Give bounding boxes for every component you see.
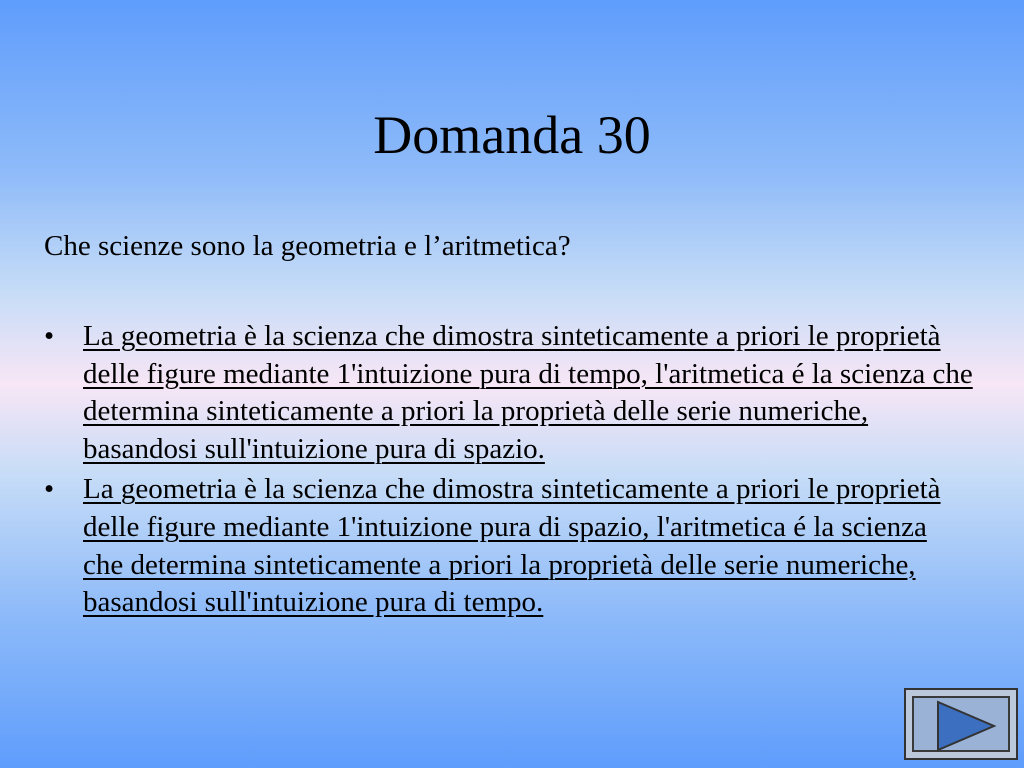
question-text: Che scienze sono la geometria e l’aritmetica? xyxy=(44,230,571,262)
answer-link-2[interactable]: La geometria è la scienza che dimostra sinteticamente a priori le proprietà delle figure mediante 1'intuizione pura di spazio, l'aritmetica é la scienza che determina sinteticamente a priori la proprietà delle serie numeriche, basandosi sull'intuizione pura di tempo. xyxy=(83,473,941,619)
slide-title: Domanda 30 xyxy=(373,105,651,165)
next-slide-button[interactable] xyxy=(904,688,1018,760)
answer-list xyxy=(44,318,974,625)
play-right-icon xyxy=(906,690,1020,762)
answer-link-1[interactable]: La geometria è la scienza che dimostra sinteticamente a priori le proprietà delle figure mediante 1'intuizione pura di tempo, l'aritmetica é la scienza che determina sinteticamente a priori la proprietà delle serie numeriche, basandosi sull'intuizione pura di spazio. xyxy=(83,320,973,465)
answer-option-1 xyxy=(44,318,974,468)
answer-option-2 xyxy=(44,471,974,621)
bullet-icon: • xyxy=(44,320,55,352)
bullet-icon: • xyxy=(44,473,55,506)
